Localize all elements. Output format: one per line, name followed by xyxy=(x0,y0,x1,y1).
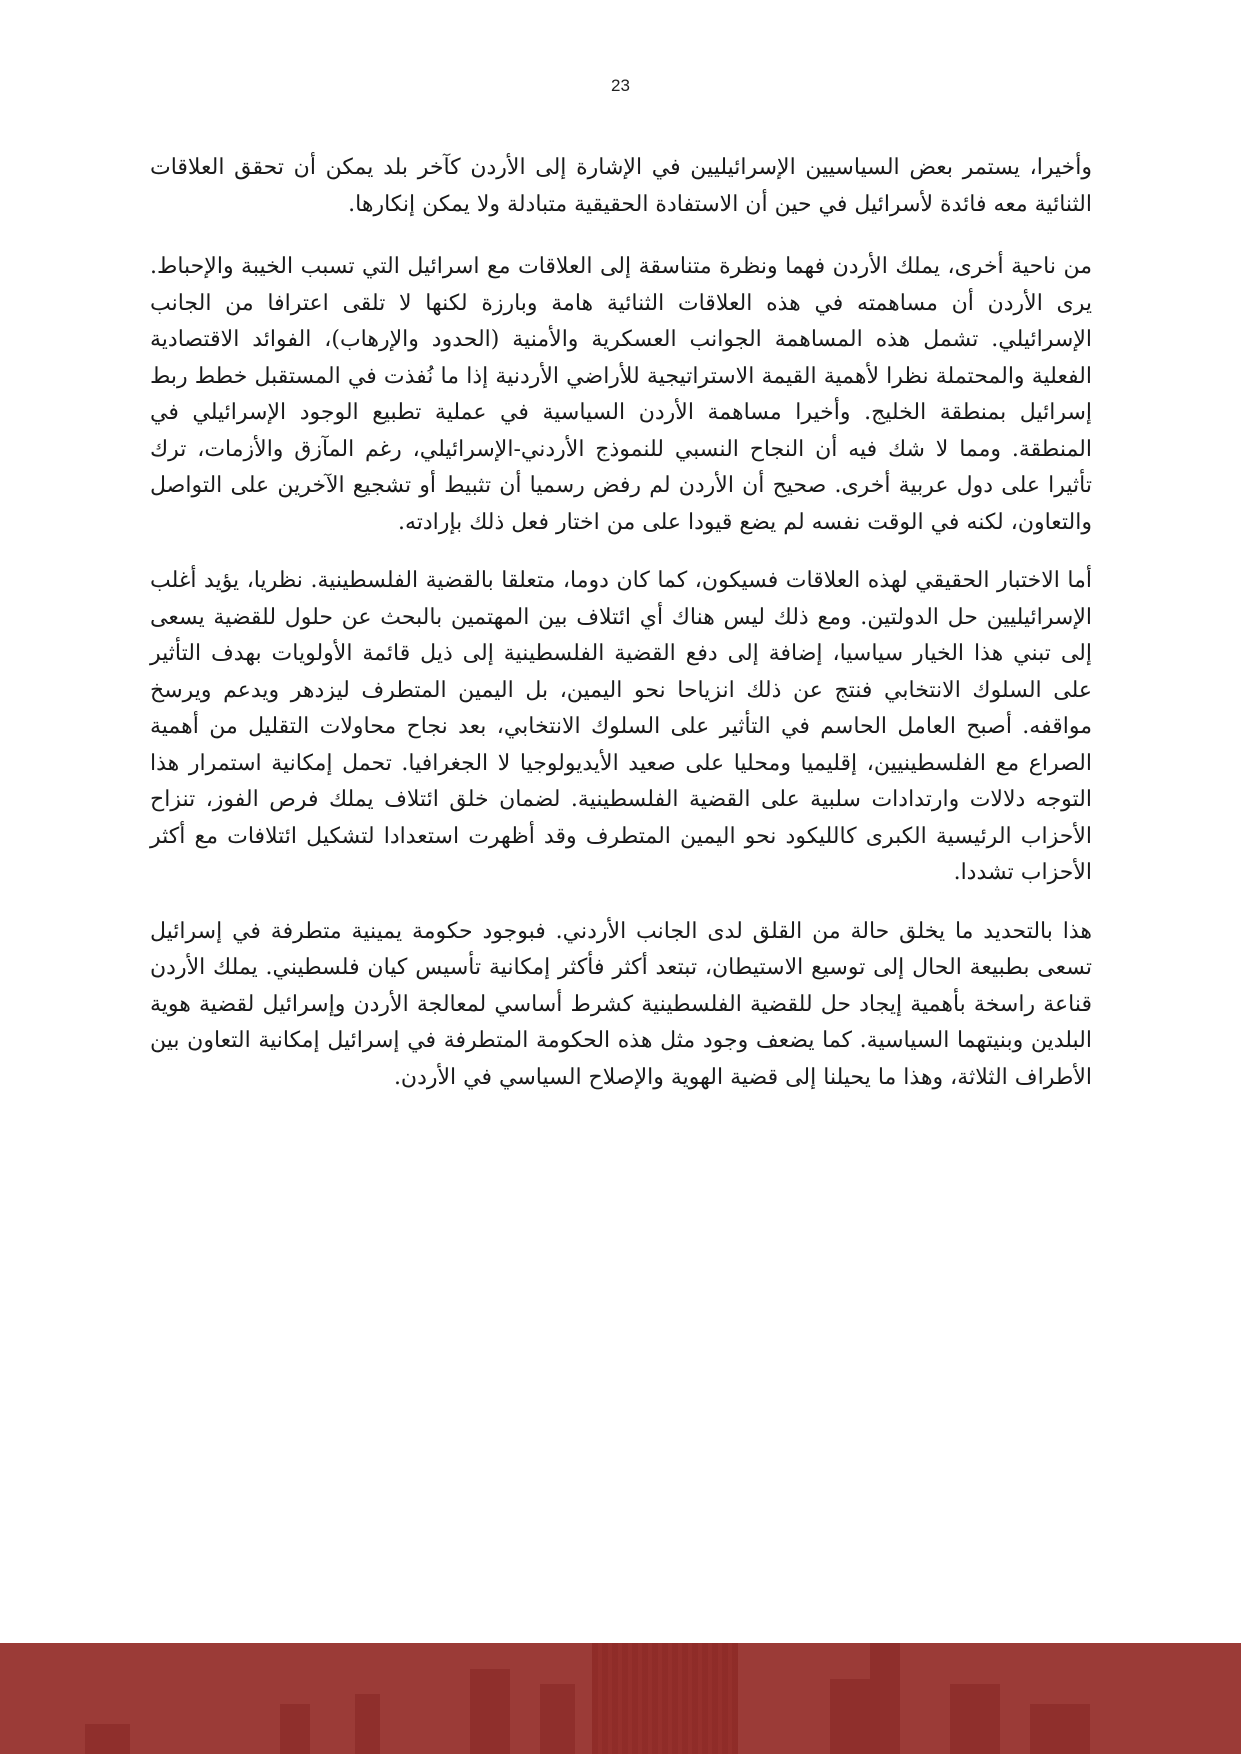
footer-skyline-band xyxy=(0,1643,1241,1754)
paragraph-4: هذا بالتحديد ما يخلق حالة من القلق لدى الجانب الأردني. فبوجود حكومة يمينية متطرفة في إسرائيل تسعى بطبيعة الحال إلى توسيع الاستيطان، تبتعد أكثر فأكثر إمكانية تأسيس كيان فلسطيني. يملك الأردن قناعة راسخة بأهمية إيجاد حل للقضية الفلسطينية كشرط أساسي لمعالجة الأردن وإسرائيل لقضية هوية البلدين وبنيتهما السياسية. كما يضعف وجود مثل هذه الحكومة المتطرفة في إسرائيل إمكانية التعاون بين الأطراف الثلاثة، وهذا ما يحيلنا إلى قضية الهوية والإصلاح السياسي في الأردن. xyxy=(150,918,1092,1090)
skyline-building xyxy=(280,1704,310,1754)
paragraph-1: وأخيرا، يستمر بعض السياسيين الإسرائيليين في الإشارة إلى الأردن كآخر بلد يمكن أن تحقق العلاقات الثنائية معه فائدة لأسرائيل في حين أن الاستفادة الحقيقية متبادلة ولا يمكن إنكارها. xyxy=(150,155,1092,217)
skyline-building xyxy=(870,1643,900,1754)
skyline-building xyxy=(355,1694,380,1754)
skyline-building xyxy=(1030,1704,1090,1754)
skyline-building xyxy=(950,1684,1000,1754)
skyline-building xyxy=(470,1669,510,1754)
paragraph-2: من ناحية أخرى، يملك الأردن فهما ونظرة متناسقة إلى العلاقات مع اسرائيل التي تسبب الخيبة والإحباط. يرى الأردن أن مساهمته في هذه العلاقات الثنائية هامة وبارزة لكنها لا تلقى اعترافا من الجانب الإسرائيلي. تشمل هذه المساهمة الجوانب العسكرية والأمنية (الحدود والإرهاب)، الفوائد الاقتصادية الفعلية والمحتملة نظرا لأهمية القيمة الاستراتيجية للأراضي الأردنية إذا ما نُفذت في المستقبل خطط ربط إسرائيل بمنطقة الخليج. وأخيرا مساهمة الأردن السياسية في عملية تطبيع الوجود الإسرائيلي في المنطقة. ومما لا شك فيه أن النجاح النسبي للنموذج الأردني-الإسرائيلي، رغم المآزق والأزمات، ترك تأثيرا على دول عربية أخرى. صحيح أن الأردن لم رفض رسميا أن تثبيط أو تشجيع الآخرين على التواصل والتعاون، لكنه في الوقت نفسه لم يضع قيودا على من اختار فعل ذلك بإرادته. xyxy=(150,254,1092,535)
skyline-building xyxy=(85,1724,130,1754)
body-text xyxy=(150,150,1092,1118)
skyline-building xyxy=(830,1679,870,1754)
skyline-building xyxy=(540,1684,575,1754)
skyline-main-tower xyxy=(592,1643,738,1754)
page-number: 23 xyxy=(611,76,630,95)
paragraph-3: أما الاختبار الحقيقي لهذه العلاقات فسيكون، كما كان دوما، متعلقا بالقضية الفلسطينية. نظريا، يؤيد أغلب الإسرائيليين حل الدولتين. ومع ذلك ليس هناك أي ائتلاف بين المهتمين بالبحث عن حلول للقضية يسعى إلى تبني هذا الخيار سياسيا، إضافة إلى دفع القضية الفلسطينية إلى ذيل قائمة الأولويات بهدف التأثير على السلوك الانتخابي فنتج عن ذلك انزياحا نحو اليمين، بل اليمين المتطرف ليزدهر ويدعم ويرسخ مواقفه. أصبح العامل الحاسم في التأثير على السلوك الانتخابي، بعد نجاح محاولات التقليل من أهمية الصراع مع الفلسطينيين، إقليميا ومحليا على صعيد الأيديولوجيا لا الجغرافيا. تحمل إمكانية استمرار هذا التوجه دلالات وارتدادات سلبية على القضية الفلسطينية. لضمان خلق ائتلاف يملك فرص الفوز، تنزاح الأحزاب الرئيسية الكبرى كالليكود نحو اليمين المتطرف وقد أظهرت استعدادا لتشكيل ائتلافات مع أكثر الأحزاب تشددا. xyxy=(150,568,1092,885)
